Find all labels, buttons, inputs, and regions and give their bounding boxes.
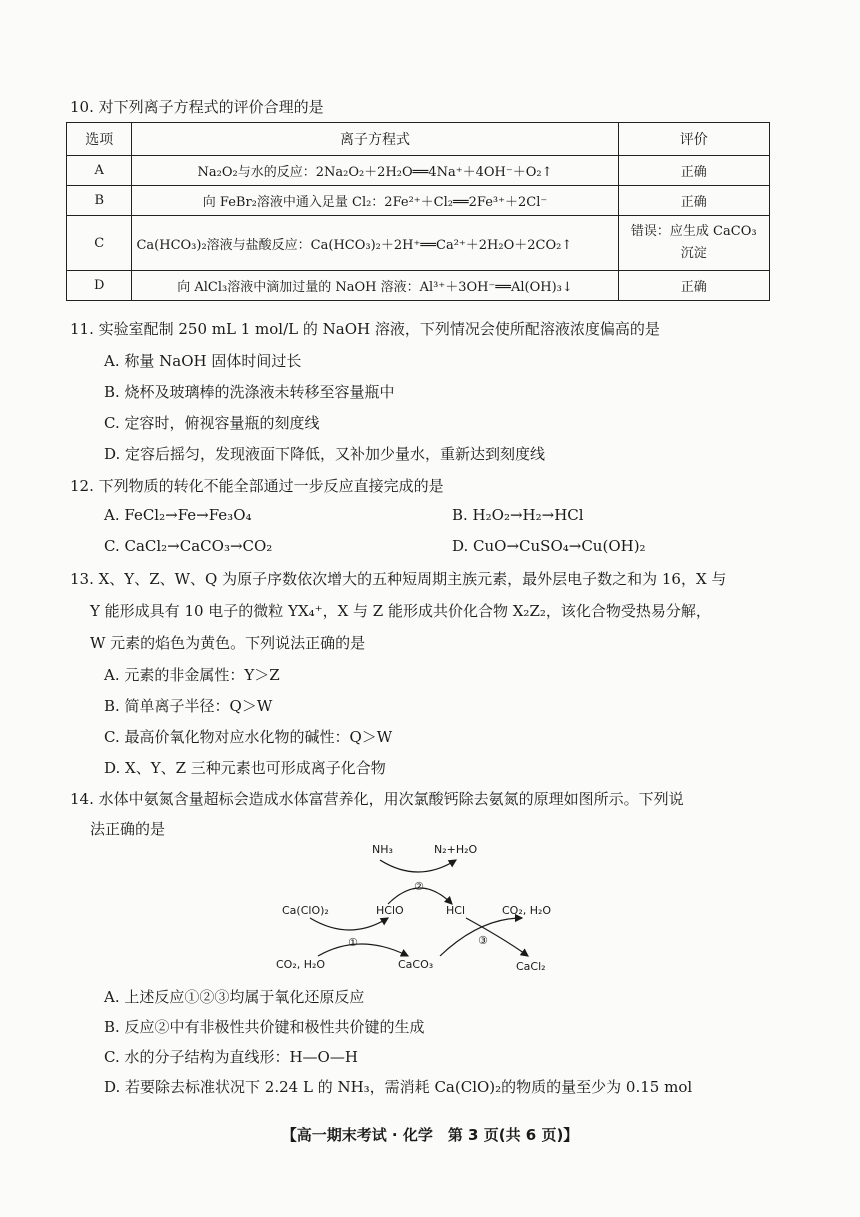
header-evaluation: 评价 xyxy=(618,123,769,156)
reaction-cycle-diagram xyxy=(270,836,590,976)
label-caclo2: Ca(ClO)₂ xyxy=(282,904,329,917)
q12-option-d: D. CuO→CuSO₄→Cu(OH)₂ xyxy=(452,537,646,555)
table-row xyxy=(67,156,770,186)
q14-stem-line2: 法正确的是 xyxy=(90,820,166,838)
q10-stem: 10. 对下列离子方程式的评价合理的是 xyxy=(70,98,324,116)
q11-option-b: B. 烧杯及玻璃棒的洗涤液未转移至容量瓶中 xyxy=(104,383,395,401)
header-option: 选项 xyxy=(67,123,132,156)
q14-stem-line1: 14. 水体中氨氮含量超标会造成水体富营养化，用次氯酸钙除去氨氮的原理如图所示。下列说 xyxy=(70,790,684,808)
row-option: C xyxy=(67,216,132,271)
q11-option-c: C. 定容时，俯视容量瓶的刻度线 xyxy=(104,414,320,432)
table-row xyxy=(67,186,770,216)
q14-option-c: C. 水的分子结构为直线形：H—O—H xyxy=(104,1048,358,1066)
row-equation: 向 AlCl₃溶液中滴加过量的 NaOH 溶液：Al³⁺＋3OH⁻══Al(OH)₃↓ xyxy=(132,271,618,301)
row-equation: Ca(HCO₃)₂溶液与盐酸反应：Ca(HCO₃)₂＋2H⁺══Ca²⁺＋2H₂O＋2CO₂↑ xyxy=(132,216,618,271)
arrow-nh3-to-n2 xyxy=(380,860,456,872)
q14-option-a: A. 上述反应①②③均属于氧化还原反应 xyxy=(104,988,365,1006)
label-step-3: ③ xyxy=(478,934,488,947)
q13-option-b: B. 简单离子半径：Q＞W xyxy=(104,697,273,715)
row-evaluation: 正确 xyxy=(618,156,769,186)
row-equation: Na₂O₂与水的反应：2Na₂O₂＋2H₂O══4Na⁺＋4OH⁻＋O₂↑ xyxy=(132,156,618,186)
q12-stem: 12. 下列物质的转化不能全部通过一步反应直接完成的是 xyxy=(70,477,444,495)
q11-option-a: A. 称量 NaOH 固体时间过长 xyxy=(104,352,302,370)
q13-stem-line3: W 元素的焰色为黄色。下列说法正确的是 xyxy=(90,634,366,652)
arrow-hcl-to-cacl2 xyxy=(466,918,528,956)
row-evaluation: 正确 xyxy=(618,271,769,301)
q12-option-b: B. H₂O₂→H₂→HCl xyxy=(452,506,584,524)
row-option: B xyxy=(67,186,132,216)
q14-option-b: B. 反应②中有非极性共价键和极性共价键的生成 xyxy=(104,1018,425,1036)
label-step-1: ① xyxy=(348,936,358,949)
q12-option-a: A. FeCl₂→Fe→Fe₃O₄ xyxy=(104,506,252,524)
label-step-2: ② xyxy=(414,880,424,893)
q14-option-d: D. 若要除去标准状况下 2.24 L 的 NH₃，需消耗 Ca(ClO)₂的物质的量至少为 0.15 mol xyxy=(104,1078,693,1096)
row-equation: 向 FeBr₂溶液中通入足量 Cl₂：2Fe²⁺＋Cl₂══2Fe³⁺＋2Cl⁻ xyxy=(132,186,618,216)
label-co2-h2o-left: CO₂, H₂O xyxy=(276,958,326,971)
ion-equation-table xyxy=(66,122,770,301)
q11-stem: 11. 实验室配制 250 mL 1 mol/L 的 NaOH 溶液，下列情况会使所配溶液浓度偏高的是 xyxy=(70,320,660,338)
row-option: A xyxy=(67,156,132,186)
q11-option-d: D. 定容后摇匀，发现液面下降低，又补加少量水，重新达到刻度线 xyxy=(104,445,546,463)
table-row xyxy=(67,271,770,301)
row-evaluation: 正确 xyxy=(618,186,769,216)
q13-option-d: D. X、Y、Z 三种元素也可形成离子化合物 xyxy=(104,759,386,777)
label-caco3: CaCO₃ xyxy=(398,958,434,971)
label-hclo: HClO xyxy=(376,904,404,917)
label-co2-h2o-right: CO₂, H₂O xyxy=(502,904,552,917)
q12-option-c: C. CaCl₂→CaCO₃→CO₂ xyxy=(104,537,273,555)
label-nh3: NH₃ xyxy=(372,843,393,856)
arrow-co2-to-caco3 xyxy=(318,944,408,956)
q13-option-a: A. 元素的非金属性：Y＞Z xyxy=(104,666,280,684)
page-footer: 【高一期末考试 · 化学 第 3 页(共 6 页)】 xyxy=(281,1126,579,1144)
table-header-row xyxy=(67,123,770,156)
table-row xyxy=(67,216,770,271)
label-hcl: HCl xyxy=(446,904,466,917)
q13-stem-line1: 13. X、Y、Z、W、Q 为原子序数依次增大的五种短周期主族元素，最外层电子数之和为 16，X 与 xyxy=(70,570,727,588)
header-equation: 离子方程式 xyxy=(132,123,618,156)
arrow-caclo2-to-hclo xyxy=(310,918,388,930)
label-cacl2: CaCl₂ xyxy=(516,960,546,973)
q13-stem-line2: Y 能形成具有 10 电子的微粒 YX₄⁺，X 与 Z 能形成共价化合物 X₂Z₂，该化合物受热易分解， xyxy=(90,602,711,620)
q13-option-c: C. 最高价氧化物对应水化物的碱性：Q＞W xyxy=(104,728,393,746)
row-option: D xyxy=(67,271,132,301)
label-n2-h2o: N₂+H₂O xyxy=(434,843,478,856)
row-evaluation: 错误：应生成 CaCO₃ 沉淀 xyxy=(618,216,769,271)
